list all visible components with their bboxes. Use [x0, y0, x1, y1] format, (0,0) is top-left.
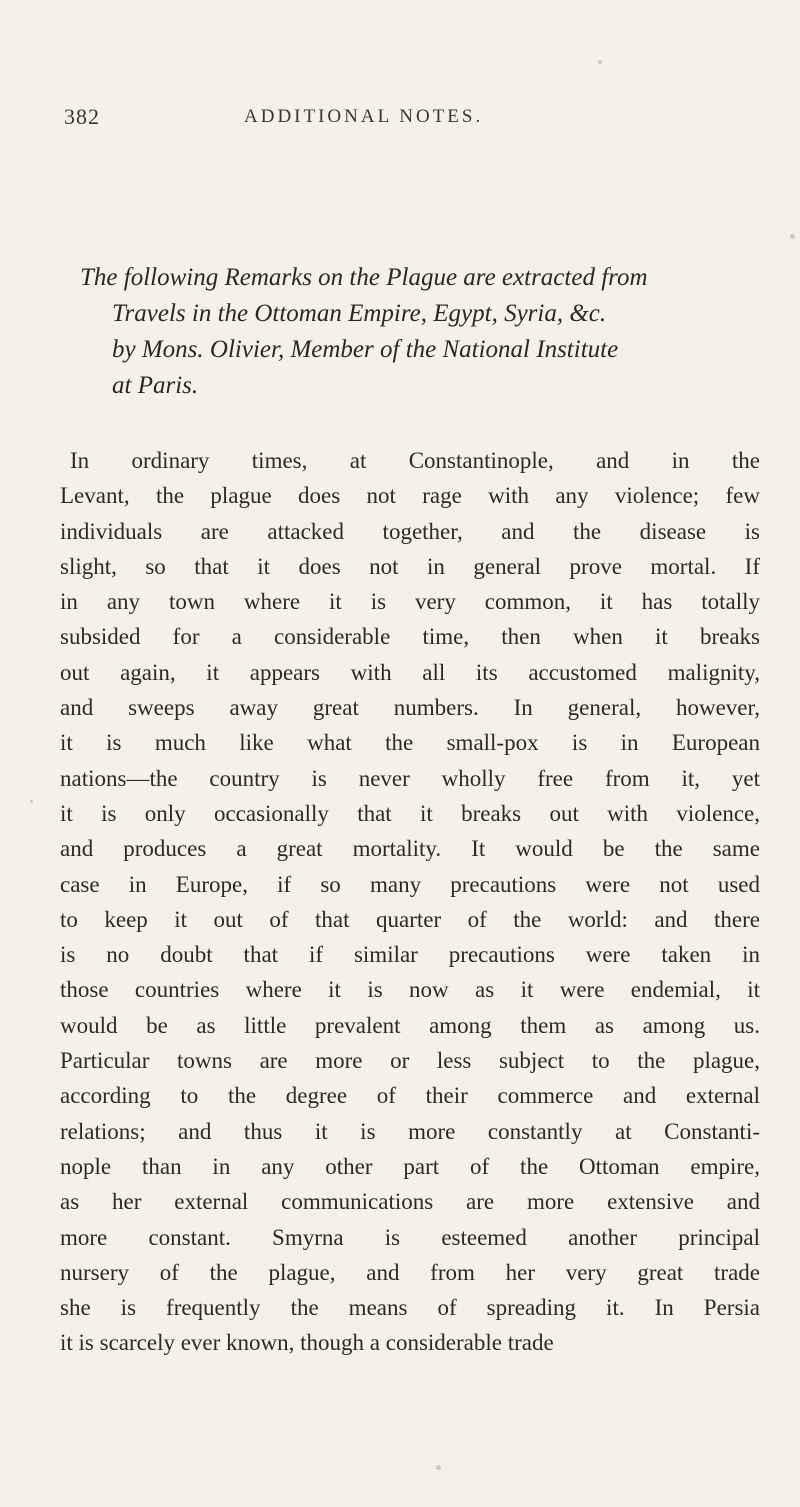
- body-line: those countries where it is now as it were endemial, it: [60, 977, 760, 1003]
- body-line: In ordinary times, at Constantinople, and in the: [70, 448, 760, 473]
- body-line: is no doubt that if similar precautions were taken in: [60, 942, 760, 968]
- body-line: nations—the country is never wholly free from it, yet: [60, 765, 760, 791]
- body-line: and sweeps away great numbers. In general, however,: [60, 695, 760, 721]
- body-line: it is scarcely ever known, though a considerable trade: [60, 1330, 554, 1356]
- page-number: 382: [64, 104, 100, 129]
- body-line: she is frequently the means of spreading it. In Persia: [60, 1295, 760, 1321]
- body-line: would be as little prevalent among them as among us.: [60, 1012, 760, 1038]
- body-line: out again, it appears with all its accustomed malignity,: [60, 659, 760, 685]
- intro-line: Travels in the Ottoman Empire, Egypt, Syria, &c.: [112, 300, 607, 327]
- body-line: case in Europe, if so many precautions were not used: [60, 871, 760, 897]
- intro-note: [80, 260, 760, 404]
- body-line: it is only occasionally that it breaks out with violence,: [60, 800, 760, 826]
- body-line: individuals are attacked together, and the disease is: [60, 518, 760, 544]
- body-line: nursery of the plague, and from her very great trade: [60, 1259, 760, 1285]
- paper-speck: [598, 60, 602, 64]
- body-line: relations; and thus it is more constantly at Constanti-: [60, 1118, 760, 1144]
- running-head-title: ADDITIONAL NOTES.: [244, 106, 484, 127]
- body-line: slight, so that it does not in general prove mortal. If: [60, 553, 760, 579]
- body-paragraph: [60, 443, 760, 1361]
- body-line: and produces a great mortality. It would be the same: [60, 836, 760, 862]
- running-head: [64, 104, 744, 144]
- body-line: subsided for a considerable time, then when it breaks: [60, 624, 760, 650]
- body-line: Levant, the plague does not rage with any violence; few: [60, 483, 760, 509]
- body-line: according to the degree of their commerce and external: [60, 1083, 760, 1109]
- paper-speck: [436, 1465, 441, 1470]
- intro-line: by Mons. Olivier, Member of the National Institute: [112, 336, 619, 363]
- body-line: more constant. Smyrna is esteemed another principal: [60, 1224, 760, 1250]
- paper-speck: [30, 800, 33, 803]
- body-line: to keep it out of that quarter of the world: and there: [60, 906, 760, 932]
- intro-line: The following Remarks on the Plague are extracted from: [80, 264, 648, 291]
- body-line: nople than in any other part of the Ottoman empire,: [60, 1153, 760, 1179]
- intro-line: at Paris.: [112, 372, 199, 399]
- body-line: as her external communications are more extensive and: [60, 1189, 760, 1215]
- body-line: Particular towns are more or less subject to the plague,: [60, 1048, 760, 1074]
- body-line: in any town where it is very common, it has totally: [60, 589, 760, 615]
- body-line: it is much like what the small-pox is in European: [60, 730, 760, 756]
- paper-speck: [790, 234, 795, 239]
